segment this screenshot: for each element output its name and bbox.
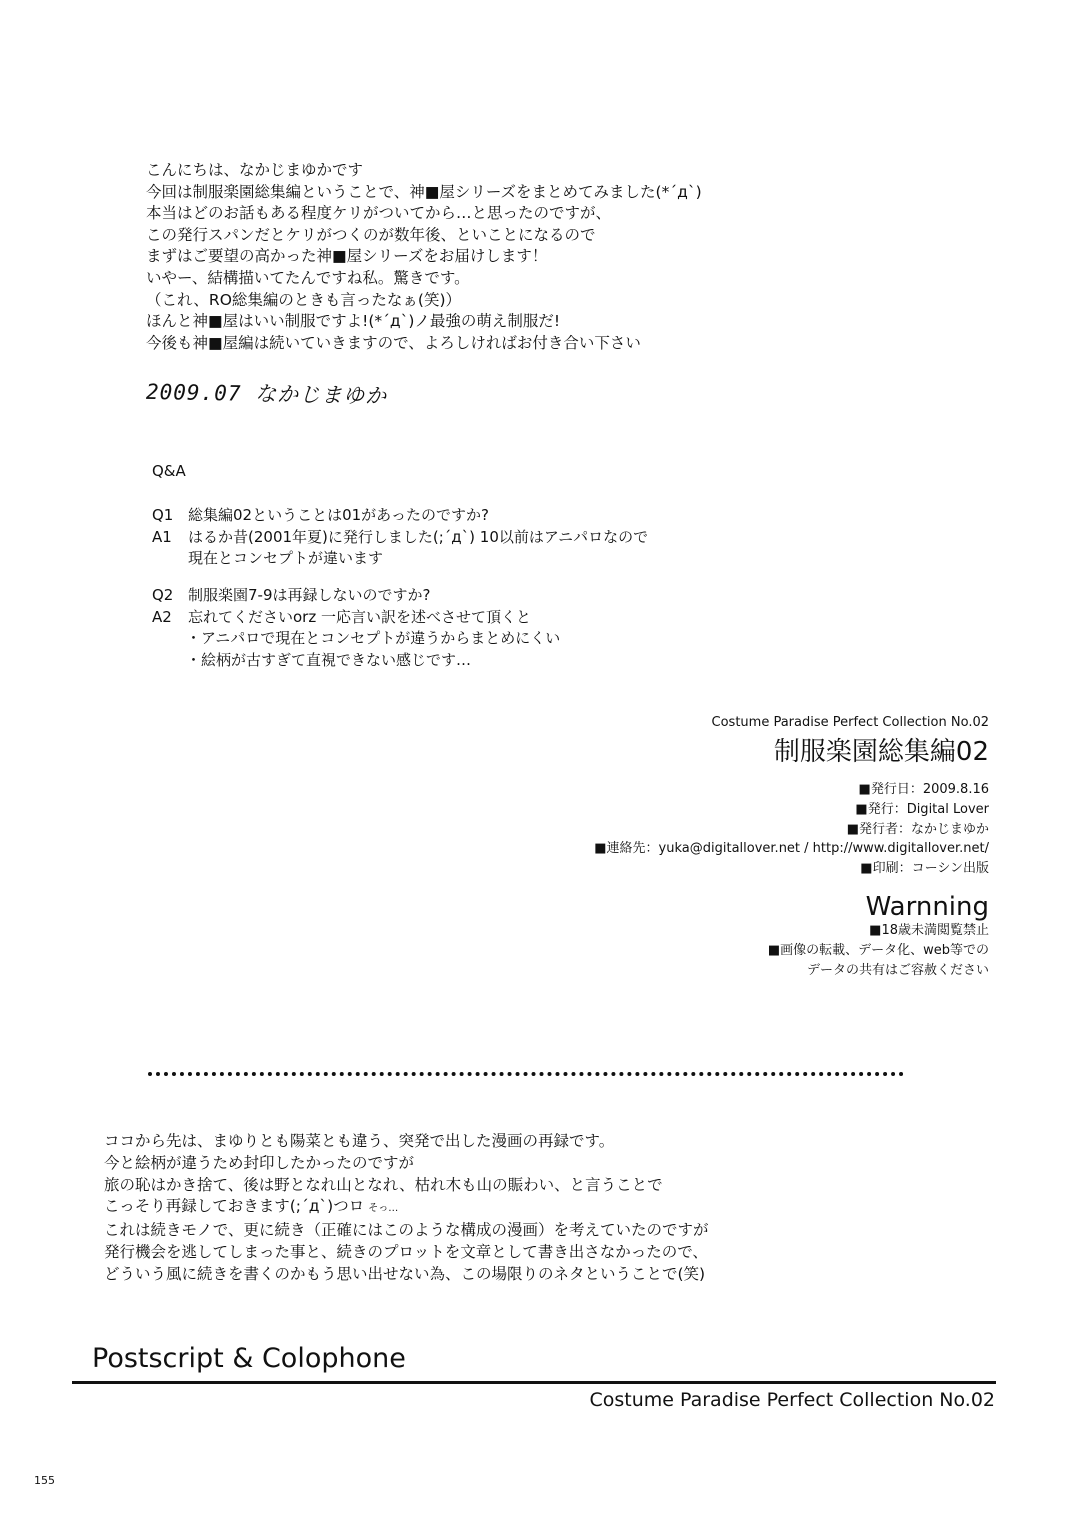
answer-tag: A1 (152, 527, 172, 546)
text-line (104, 1196, 709, 1220)
text-line: 発行機会を逃してしまった事と、続きのプロットを文章として書き出さなかったので、 (104, 1242, 708, 1261)
dotted-separator (148, 1072, 904, 1076)
handwritten-signature: 2009.07 なかじまゆか (145, 379, 388, 409)
text-line: 今回は制服楽園総集編ということで、神■屋シリーズをまとめてみました(*´д`) (146, 182, 702, 201)
answer-row (152, 607, 560, 629)
colophon-info (594, 780, 989, 879)
postscript-text (104, 1131, 709, 1286)
text-line: 今と絵柄が違うため封印したかったのですが (104, 1153, 415, 1172)
qa-heading: Q&A (152, 462, 186, 480)
text-line: こんにちは、なかじまゆかです (146, 161, 364, 179)
page-number: 155 (34, 1474, 55, 1487)
answer-text: 忘れてくださいorz 一応言い訳を述べさせて頂くと (188, 607, 531, 626)
qa-item-2 (152, 585, 560, 671)
answer-tag: A2 (152, 607, 172, 626)
warning-title: Warnning (865, 891, 989, 922)
question-row (152, 505, 648, 527)
warning-line: ■画像の転載、データ化、web等での (767, 942, 989, 958)
answer-continuation: 現在とコンセプトが違います (188, 549, 384, 568)
text-line: どういう風に続きを書くのかもう思い出せない為、この場限りのネタということで(笑) (104, 1264, 706, 1283)
question-tag: Q1 (152, 506, 174, 524)
aside-note: そっ… (368, 1203, 399, 1215)
colophon-title-jp: 制服楽園総集編02 (773, 737, 989, 767)
text-line: ほんと神■屋はいい制服ですよ!(*´д`)ノ最強の萌え制服だ! (146, 312, 561, 331)
info-line: ■印刷：コーシン出版 (860, 861, 989, 877)
footer-title: Postscript & Colophone (92, 1343, 406, 1374)
text-line: 旅の恥はかき捨て、後は野となれ山となれ、枯れ木も山の賑わい、と言うことで (104, 1175, 663, 1194)
footer-subtitle: Costume Paradise Perfect Collection No.02 (589, 1389, 995, 1411)
footer-rule (72, 1381, 996, 1384)
warning-line: ■18歳未満閲覧禁止 (869, 922, 989, 938)
text-line: これは続きモノで、更に続き（正確にはこのような構成の漫画）を考えていたのですが (104, 1221, 709, 1240)
info-line: ■連絡先：yuka@digitallover.net / http://www.digitallover.net/ (594, 841, 989, 857)
text-line: まずはご要望の高かった神■屋シリーズをお届けします！ (146, 247, 548, 266)
answer-bullet: ・絵柄が古すぎて直視できない感じです… (186, 650, 472, 669)
warning-list (594, 921, 989, 980)
answer-bullet: ・アニパロで現在とコンセプトが違うからまとめにくい (186, 629, 561, 648)
text-line: 今後も神■屋編は続いていきますので、よろしければお付き合い下さい (146, 333, 641, 352)
text-line: （これ、RO総集編のときも言ったなぁ(笑)） (146, 290, 461, 309)
text-line: 本当はどのお話もある程度ケリがついてから…と思ったのですが、 (146, 204, 612, 223)
greeting-text (146, 160, 702, 354)
info-line: ■発行：Digital Lover (855, 801, 989, 817)
info-line: ■発行者：なかじまゆか (846, 821, 989, 837)
answer-row (152, 527, 648, 549)
warning-line: データの共有はご容赦ください (806, 962, 989, 978)
text-line: ココから先は、まゆりとも陽菜とも違う、突発で出した漫画の再録です。 (104, 1132, 615, 1150)
text-line: この発行スパンだとケリがつくのが数年後、といことになるので (146, 225, 596, 244)
question-tag: Q2 (152, 586, 174, 604)
text-line-main: こっそり再録しておきます(;´д`)つロ (104, 1197, 365, 1216)
question-text: 制服楽園7-9は再録しないのですか? (188, 586, 431, 604)
info-line: ■発行日：2009.8.16 (858, 782, 989, 797)
question-text: 総集編02ということは01があったのですか? (188, 506, 489, 524)
question-row (152, 585, 560, 607)
colophon-title-en: Costume Paradise Perfect Collection No.02 (711, 715, 989, 730)
qa-item-1 (152, 505, 648, 570)
text-line: いやー、結構描いてたんですね私。驚きです。 (146, 268, 470, 287)
colophon (594, 714, 989, 980)
answer-text: はるか昔(2001年夏)に発行しました(;´д`) 10以前はアニパロなので (188, 527, 649, 546)
